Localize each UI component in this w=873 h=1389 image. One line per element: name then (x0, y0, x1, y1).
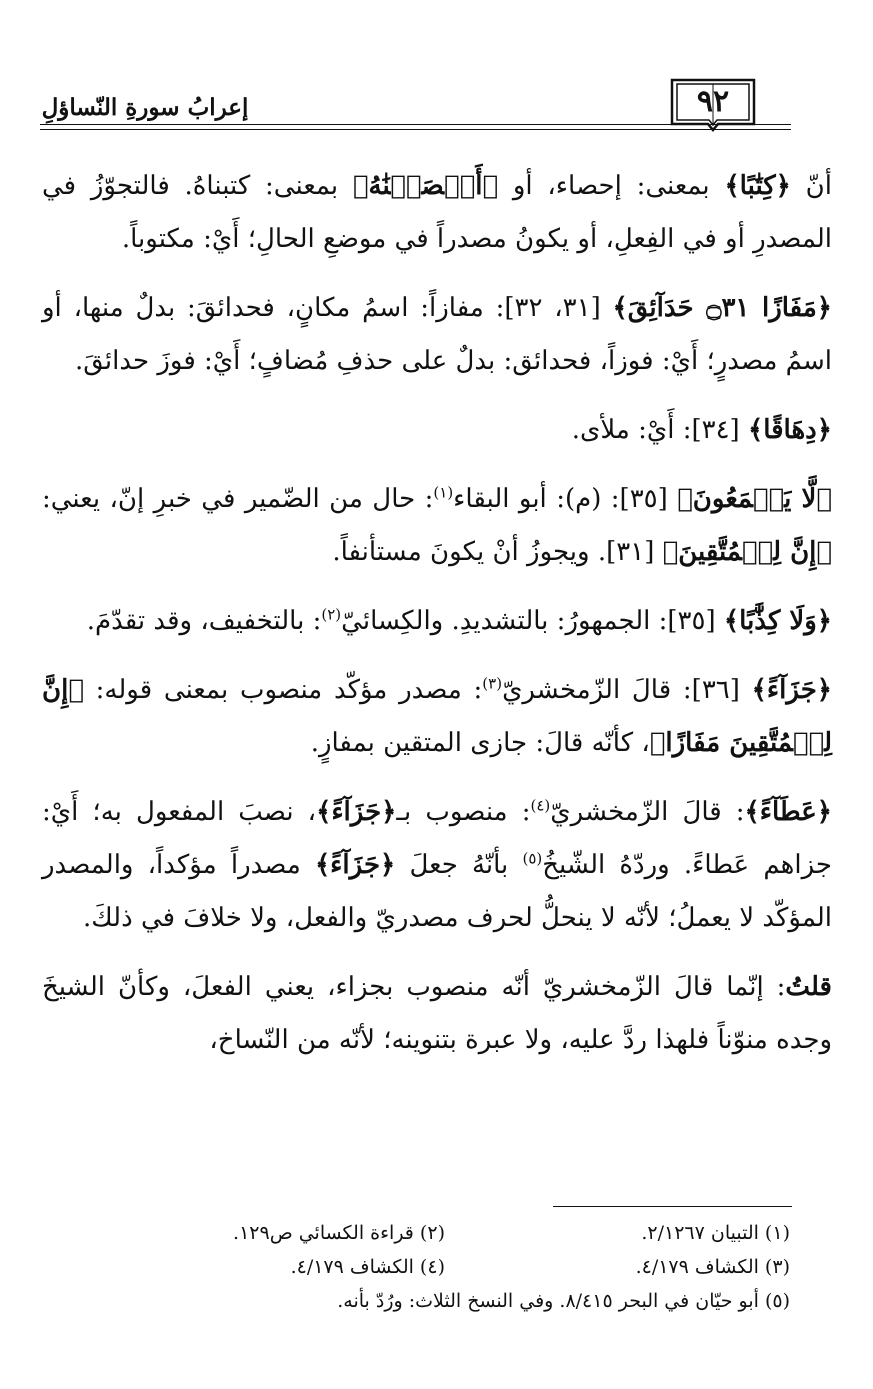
quran-quote: ﴿دِهَاقًا﴾ (747, 415, 832, 445)
footnotes (100, 1216, 790, 1318)
quran-quote: ﴿جَزَآءً﴾ (314, 850, 396, 880)
paragraph-7 (42, 786, 832, 945)
text-run: : بالتخفيف، وقد تقدّمَ. (86, 606, 322, 636)
footnote-separator (553, 1206, 792, 1207)
main-text (42, 160, 832, 1083)
text-run: [٣١]. ويجوزُ أنْ يكونَ مستأنفاً. (332, 537, 663, 567)
quran-quote: ﴿جَزَآءً﴾ (751, 675, 833, 705)
quran-quote: ﴿وَلَا كِذَّٰبًا﴾ (723, 606, 832, 636)
footnote-row (100, 1250, 790, 1284)
qultu-label: قلتُ (785, 972, 832, 1002)
quran-quote: ﴿جَزَآءً﴾ (316, 797, 397, 827)
text-run: بمعنى: كتبناهُ. فالتجوّزُ في المصدرِ أو في الفِعلِ، أو يكونُ مصدراً في موضعِ الحالِ؛ أَيْ: مكتوباً. (42, 171, 832, 254)
paragraph-8 (42, 961, 832, 1067)
text-run: : حال من الضّمير في خبرِ إنّ، يعني: (42, 484, 434, 514)
text-run: [٣٤]: أَيْ: ملأى. (571, 415, 748, 445)
footnote-2: (٢) قراءة الكسائي ص١٢٩. (233, 1222, 445, 1244)
text-run: [٣٥]: (م): أبو البقاء (453, 484, 678, 514)
paragraph-1 (42, 160, 832, 266)
text-run: [٣١، ٣٢]: مفازاً: اسمُ مكانٍ، فحدائقَ: بدلٌ منها، أو اسمُ مصدرٍ؛ أَيْ: فوزاً، فحدائق: بدلٌ على حذفِ مُضافٍ؛ أَيْ: فوزَ حدائقَ. (42, 293, 832, 376)
paragraph-3 (42, 404, 832, 457)
quran-quote: ﴿لَّا يَسۡمَعُونَ﴾ (677, 484, 832, 514)
paragraph-2 (42, 282, 832, 388)
quran-quote: ﴿إِنَّ لِلۡمُتَّقِينَ﴾ (662, 537, 832, 567)
text-run: : منصوب بـ (396, 797, 531, 827)
footnote-4: (٤) الكشاف ٤/١٧٩. (290, 1256, 445, 1278)
footnote-ref[interactable]: (٣) (482, 674, 503, 693)
header-rule-thin (40, 129, 791, 130)
text-run: بمعنى: إحصاء، أو (498, 171, 725, 201)
running-title: إعرابُ سورةِ النّساؤلِ (41, 94, 249, 121)
footnote-ref[interactable]: (٢) (321, 605, 342, 624)
text-run: ، نصبَ المفعول به؛ أَيْ: جزاهم عَطاءً. وردّهُ الشّيخُ (42, 797, 833, 880)
header-rule (40, 124, 791, 125)
footnote-ref[interactable]: (٤) (530, 796, 551, 815)
text-run: : إنّما قالَ الزّمخشريّ أنّه منصوب بجزاء، يعني الفعلَ، وكأنّ الشيخَ وجده منوّناً فلهذا ردَّ عليه، ولا عبرة بتنوينه؛ لأنّه من النّساخ، (42, 972, 832, 1055)
text-run: : مصدر مؤكّد منصوب بمعنى قوله: (83, 675, 483, 705)
text-run: [٣٥]: الجمهورُ: بالتشديدِ. والكِسائيّ (341, 606, 724, 636)
quran-quote: ﴿مَفَازًا ۝٣١ حَدَآئِقَ﴾ (612, 293, 832, 323)
page-number: ٩٢ (696, 84, 730, 119)
paragraph-4 (42, 473, 832, 579)
page-header (0, 60, 873, 140)
footnote-5: (٥) أبو حيّان في البحر ٨/٤١٥. وفي النسخ الثلاث: ورُدّ بأنه. (337, 1290, 790, 1312)
text-run: ، كأنّه قالَ: جازى المتقين بمفازٍ. (310, 728, 650, 758)
text-run: مصدراً مؤكداً، والمصدر المؤكّد لا يعملُ؛ لأنّه لا ينحلُّ لحرف مصدريّ والفعل، ولا خلافَ في ذلكَ. (42, 850, 832, 933)
paragraph-6 (42, 664, 832, 770)
footnote-ref[interactable]: (٥) (522, 849, 543, 868)
quran-quote: ﴿عَطَآءً﴾ (744, 797, 833, 827)
footnote-row (100, 1216, 790, 1250)
quran-quote: ﴿كِتَٰبًا﴾ (724, 171, 791, 201)
text-run: : قالَ الزّمخشريّ (550, 797, 745, 827)
footnote-3: (٣) الكشاف ٤/١٧٩. (635, 1256, 790, 1278)
text-run: [٣٦]: قالَ الزّمخشريّ (502, 675, 752, 705)
quran-quote: ﴿أَحۡصَيۡنَٰهُ﴾ (352, 171, 499, 201)
quran-quote: ﴿إِنَّ لِلۡمُتَّقِينَ مَفَازًا﴾ (42, 675, 832, 758)
paragraph-5 (42, 595, 832, 648)
text-run: أنّ (790, 171, 832, 201)
footnote-1: (١) التبيان ٢/١٢٦٧. (641, 1222, 790, 1244)
footnote-ref[interactable]: (١) (433, 483, 454, 502)
text-run: بأنّهُ جعلَ (395, 850, 523, 880)
